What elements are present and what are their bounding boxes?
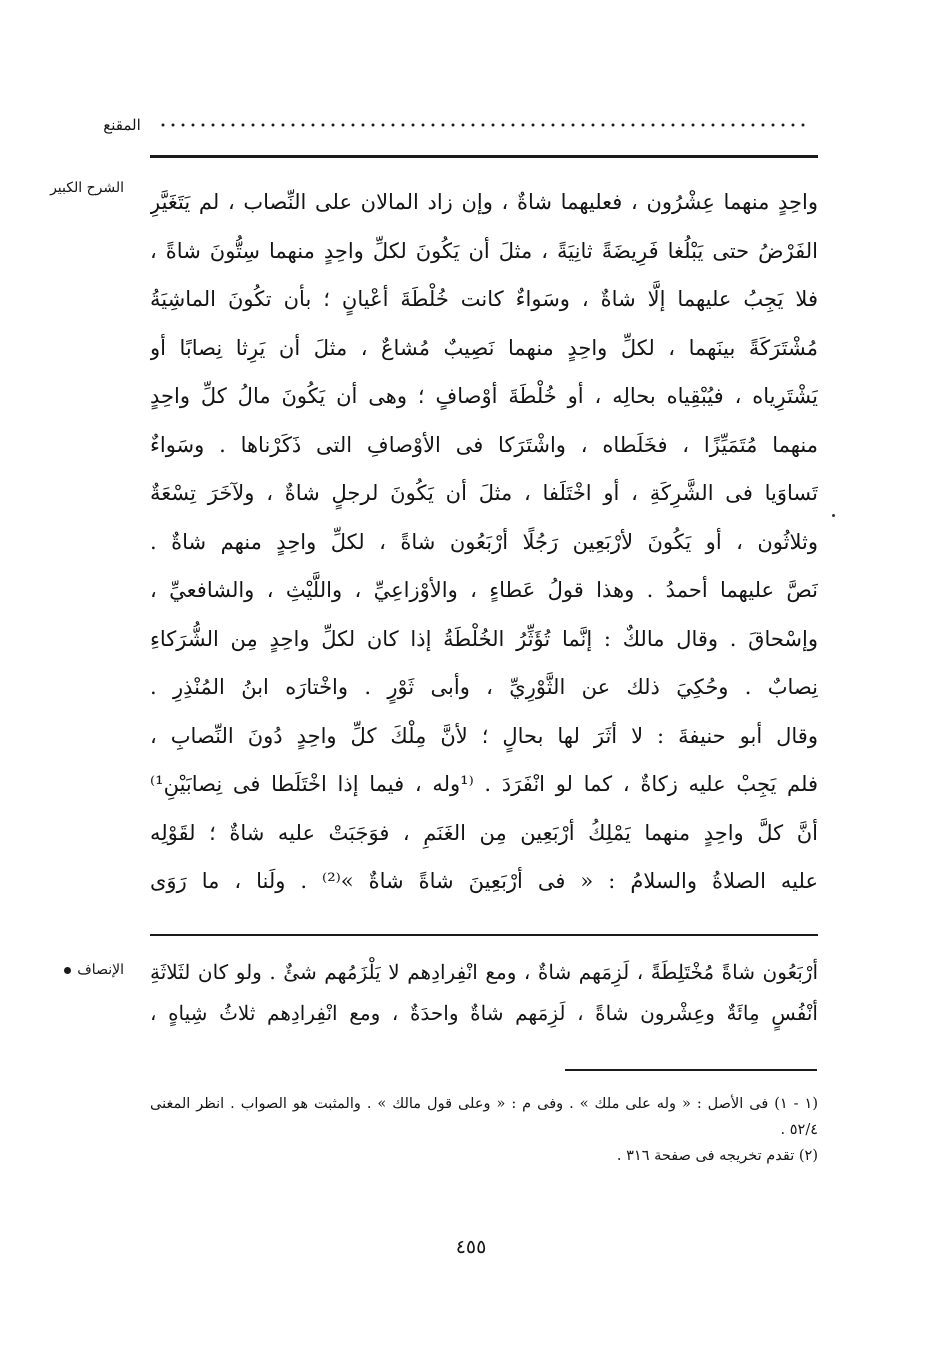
margin-dot: [832, 514, 835, 517]
footnote-line: (٢) تقدم تخريجه فى صفحة ٣١٦ .: [616, 1148, 818, 1164]
text-line: واحِدٍ منهما عِشْرُون ، فعليهما شاةٌ ، وإن زاد المالان على النِّصاب ، لم يَتَغَيَّرِ: [150, 190, 818, 214]
book-title: المقنع: [103, 116, 141, 134]
insaf-line: أرْبَعُون شاةً مُخْتَلِطَةً ، لَزِمَهم شاةٌ ، ومع انْفِرادِهم لا يَلْزَمُهم شئٌ . ولو كان لثَلاثَةِ: [150, 960, 818, 984]
text-line: نَصَّ عليهما أحمدُ . وهذا قولُ عَطاءٍ ، والأوْزاعِيِّ ، واللَّيْثِ ، والشافعيِّ ،: [150, 578, 818, 602]
footnote-rule: [565, 1069, 817, 1071]
footnotes: [150, 1092, 818, 1170]
footnote-line: ٥٢/٤ .: [780, 1122, 818, 1138]
text-line: تَساوَيا فى الشَّرِكَةِ ، أو اخْتَلَفا ، مثلَ أن يَكُونَ لرجلٍ شاةٌ ، ولآخَرَ تِسْعَةٌ: [150, 481, 818, 505]
text-line: وقال أبو حنيفةَ : لا أثَرَ لها بحالٍ ؛ لأنَّ مِلْكَ كلِّ واحِدٍ دُونَ النِّصابِ ،: [150, 723, 818, 748]
text-line: نِصابٌ . وحُكِيَ ذلك عن الثَّوْرِيِّ ، وأبى ثَوْرٍ . واخْتارَه ابنُ المُنْذِرِ .: [150, 675, 818, 699]
main-text: [150, 182, 818, 910]
side-label-insaf: الإنصاف: [77, 962, 124, 978]
bullet-icon: [64, 967, 71, 974]
text-line: فلا يَجِبُ عليهما إلَّا شاةٌ ، وسَواءٌ كانت خُلْطَةَ أعْيانٍ ؛ بأن تكُونَ الماشِيَةُ: [150, 287, 818, 311]
side-label-insaf-wrap: [64, 962, 124, 978]
text-line: الفَرْضُ حتى يَبْلُغا فَرِيضَةً ثانِيَةً ، مثلَ أن يَكُونَ لكلِّ واحِدٍ منهما سِتُّونَ شاةً ،: [150, 238, 818, 263]
section-rule: [150, 934, 818, 936]
header-rule: [150, 155, 818, 158]
text-line: منهما مُتَمَيِّزًا ، فخَلَطاه ، واشْتَرَكا فى الأوْصافِ التى ذَكَرْناها . وسَواءٌ: [150, 432, 818, 457]
text-line: يَشْتَرِياه ، فيُبْقِياه بحالِه ، أو خُلْطَةَ أوْصافٍ ؛ وهى أن يَكُونَ مالُ كلِّ واحِدٍ: [150, 384, 818, 408]
text-line: فلم يَجِبْ عليه زكاةٌ ، كما لو انْفَرَدَ . ⁽¹وله ، فيما إذا اخْتَلَطا فى نِصابَيْنِ¹⁾: [150, 772, 818, 796]
footnote-line: (١ - ١) فى الأصل : « وله على ملك » . وفى م : « وعلى قول مالك » . والمثبت هو الصواب . انظر المغنى: [150, 1096, 818, 1112]
text-line: عليه الصلاةُ والسلامُ : « فى أرْبَعِينَ شاةً شاةٌ »⁽²⁾ . ولَنا ، ما رَوَى: [150, 869, 818, 893]
page-number: ٤٥٥: [455, 1236, 487, 1258]
insaf-line: أنْفُسٍ مِائَةٌ وعِشْرون شاةً ، لَزِمَهم شاةٌ واحدَةٌ ، ومع انْفِرادِهم ثلاثُ شِياهٍ ،: [150, 1001, 818, 1025]
header-dotted-line: [158, 122, 808, 128]
text-line: مُشْتَرَكَةً بينَهما ، لكلِّ واحِدٍ منهما نَصِيبٌ مُشاعٌ ، مثلَ أن يَرِثا نِصابًا أو: [150, 335, 818, 360]
text-line: أنَّ كلَّ واحِدٍ منهما يَمْلِكُ أرْبَعِين مِن الغَنَمِ ، فوَجَبَتْ عليه شاةٌ ؛ لقَوْلِه: [150, 820, 818, 845]
insaf-text: [150, 954, 818, 1036]
side-label-sharh: الشرح الكبير: [50, 180, 124, 196]
text-line: وثلاثُون ، أو يَكُونَ لأرْبَعِين رَجُلًا أرْبَعُون شاةً ، لكلِّ واحِدٍ منهم شاةٌ .: [150, 529, 818, 554]
text-line: وإسْحاقَ . وقال مالكٌ : إنَّما تُؤَثِّرُ الخُلْطَةُ إذا كان لكلِّ واحِدٍ مِن الشُّرَكاءِ: [150, 626, 818, 651]
